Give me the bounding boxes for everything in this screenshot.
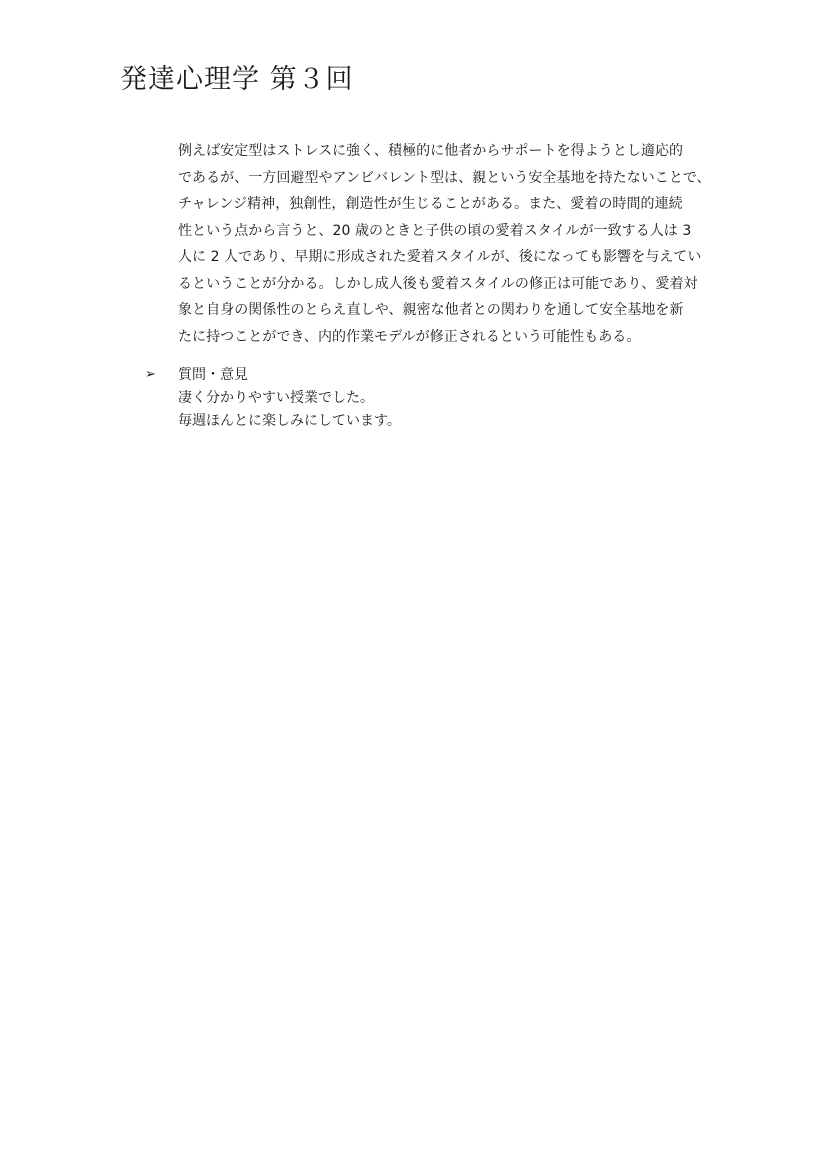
body-line: るということが分かる。しかし成人後も愛着スタイルの修正は可能であり、愛着対 (178, 275, 698, 292)
arrowhead-bullet-icon: ➢ (145, 367, 156, 382)
body-paragraph (178, 138, 723, 350)
comment-line: 凄く分かりやすい授業でした。 (178, 390, 374, 406)
body-line: 例えば安定型はストレスに強く、積極的に他者からサポートを得ようとし適応的 (178, 143, 684, 159)
body-line: たに持つことができ、内的作業モデルが修正されるという可能性もある。 (178, 328, 641, 345)
body-line: 人に 2 人であり、早期に形成された愛着スタイルが、後になっても影響を与えてい (178, 249, 702, 265)
question-comment-section (145, 364, 745, 433)
body-line: チャレンジ精神，独創性，創造性が生じることがある。また、愛着の時間的連続 (178, 196, 683, 212)
body-line: であるが、一方回避型やアンビバレント型は、親という安全基地を持たないことで、 (178, 169, 711, 186)
qa-heading: 質問・意見 (178, 367, 248, 383)
qa-header (145, 364, 745, 387)
comment-line: 毎週ほんとに楽しみにしています。 (178, 413, 401, 429)
body-line: 性という点から言うと、20 歳のときと子供の頃の愛着スタイルが一致する人は 3 (178, 222, 692, 239)
document-title: 発達心理学 第３回 (120, 64, 354, 95)
body-line: 象と自身の関係性のとらえ直しや、親密な他者との関わりを通して安全基地を新 (178, 302, 684, 318)
